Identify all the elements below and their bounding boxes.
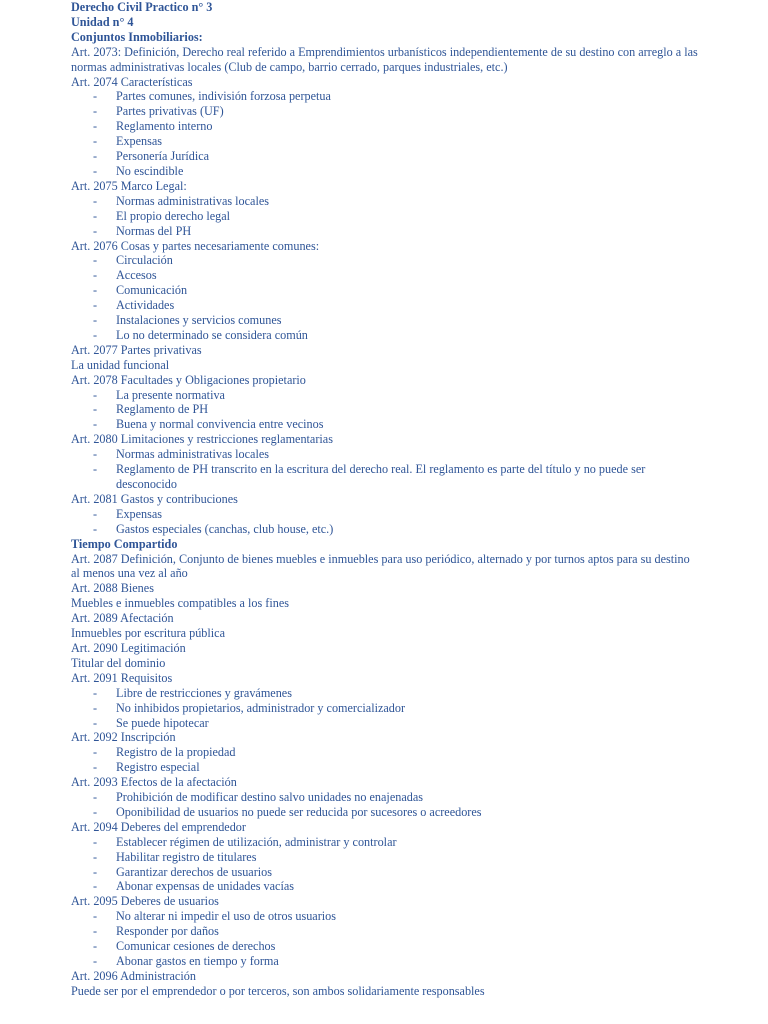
list-item-text: Normas administrativas locales: [116, 447, 269, 462]
list-item: [71, 507, 701, 522]
text-line: Art. 2088 Bienes: [71, 581, 154, 596]
dash-bullet-icon: -: [93, 387, 98, 402]
list-item: [71, 209, 701, 224]
list-item-text: Registro de la propiedad: [116, 745, 236, 760]
section-heading: Tiempo Compartido: [71, 536, 178, 551]
list-item: [71, 745, 701, 760]
dash-bullet-icon: -: [93, 715, 98, 730]
list-item-text: Se puede hipotecar: [116, 715, 209, 730]
list-item: [71, 835, 701, 850]
dash-bullet-icon: -: [93, 760, 98, 775]
list-item-text: Buena y normal convivencia entre vecinos: [116, 417, 324, 432]
list-item: [71, 164, 701, 179]
dash-bullet-icon: -: [93, 924, 98, 939]
list-item: [71, 716, 701, 731]
list-item-text: Comunicar cesiones de derechos: [116, 939, 276, 954]
list-item: [71, 134, 701, 149]
text-line: Puede ser por el emprendedor o por terceros, son ambos solidariamente responsables: [71, 983, 485, 998]
list-item-text: La presente normativa: [116, 387, 225, 402]
section-heading: Derecho Civil Practico n° 3: [71, 0, 213, 14]
list-item-text: Actividades: [116, 298, 175, 313]
list-item-text: Personería Jurídica: [116, 149, 210, 164]
dash-bullet-icon: -: [93, 104, 98, 119]
dash-bullet-icon: -: [93, 939, 98, 954]
list-item: [71, 388, 701, 403]
text-line: Muebles e inmuebles compatibles a los fines: [71, 596, 289, 611]
list-item: [71, 328, 701, 343]
list-item: [71, 104, 701, 119]
text-line: La unidad funcional: [71, 357, 170, 372]
list-item-text: Reglamento interno: [116, 119, 213, 134]
list-item-text: Establecer régimen de utilización, administrar y controlar: [116, 834, 397, 849]
list-item: [71, 954, 701, 969]
list-item: [71, 790, 701, 805]
dash-bullet-icon: -: [93, 327, 98, 342]
list-item: [71, 760, 701, 775]
list-item-text: Registro especial: [116, 760, 200, 775]
dash-bullet-icon: -: [93, 253, 98, 268]
dash-bullet-icon: -: [93, 313, 98, 328]
list-item: [71, 313, 701, 328]
dash-bullet-icon: -: [93, 700, 98, 715]
dash-bullet-icon: -: [93, 745, 98, 760]
list-item-text: Prohibición de modificar destino salvo unidades no enajenadas: [116, 790, 423, 805]
text-line: Art. 2094 Deberes del emprendedor: [71, 819, 246, 834]
dash-bullet-icon: -: [93, 283, 98, 298]
list-item-text: Reglamento de PH: [116, 402, 209, 417]
list-item: [71, 522, 701, 537]
dash-bullet-icon: -: [93, 954, 98, 968]
list-item-text: Normas del PH: [116, 223, 192, 238]
list-item: [71, 253, 701, 268]
section-heading: Unidad n° 4: [71, 14, 134, 29]
list-item-text: Partes privativas (UF): [116, 104, 224, 119]
list-item-text: Abonar gastos en tiempo y forma: [116, 954, 279, 968]
dash-bullet-icon: -: [93, 417, 98, 432]
list-item: [71, 89, 701, 104]
dash-bullet-icon: -: [93, 506, 98, 521]
dash-bullet-icon: -: [93, 790, 98, 805]
dash-bullet-icon: -: [93, 834, 98, 849]
text-line: Titular del dominio: [71, 655, 166, 670]
list-item-text: Abonar expensas de unidades vacías: [116, 879, 295, 894]
list-item-text: Responder por daños: [116, 924, 219, 939]
list-item-text: Circulación: [116, 253, 173, 268]
document-body: [71, 0, 701, 999]
list-item: [71, 402, 701, 417]
list-item-text: No escindible: [116, 163, 184, 178]
list-item: [71, 447, 701, 462]
dash-bullet-icon: -: [93, 163, 98, 178]
list-item: [71, 119, 701, 134]
text-line: Art. 2089 Afectación: [71, 611, 174, 626]
text-line: Art. 2074 Características: [71, 74, 193, 89]
dash-bullet-icon: -: [93, 879, 98, 894]
dash-bullet-icon: -: [93, 89, 98, 104]
list-item: [71, 268, 701, 283]
list-item: [71, 939, 701, 954]
text-line: Art. 2091 Requisitos: [71, 670, 173, 685]
dash-bullet-icon: -: [93, 223, 98, 238]
list-item: [71, 924, 701, 939]
list-item-text: El propio derecho legal: [116, 208, 231, 223]
dash-bullet-icon: -: [93, 804, 98, 819]
dash-bullet-icon: -: [93, 402, 98, 417]
dash-bullet-icon: -: [93, 208, 98, 223]
list-item: [71, 298, 701, 313]
list-item-text: Lo no determinado se considera común: [116, 327, 308, 342]
text-line: Art. 2092 Inscripción: [71, 730, 176, 745]
list-item: [71, 865, 701, 880]
text-line: Art. 2096 Administración: [71, 968, 196, 983]
list-item-text: No alterar ni impedir el uso de otros usuarios: [116, 909, 336, 924]
list-item-text: Garantizar derechos de usuarios: [116, 864, 272, 879]
list-item: [71, 909, 701, 924]
list-item: [71, 224, 701, 239]
list-item-text: Expensas: [116, 134, 163, 149]
list-item: [71, 701, 701, 716]
list-item: [71, 194, 701, 209]
dash-bullet-icon: -: [93, 685, 98, 700]
list-item-text: Gastos especiales (canchas, club house, etc.): [116, 521, 334, 536]
text-line: Art. 2075 Marco Legal:: [71, 178, 187, 193]
text-line: Art. 2081 Gastos y contribuciones: [71, 491, 238, 506]
text-line: Art. 2090 Legitimación: [71, 640, 186, 655]
list-item: [71, 462, 701, 492]
dash-bullet-icon: -: [93, 119, 98, 134]
dash-bullet-icon: -: [93, 864, 98, 879]
list-item-text: Reglamento de PH transcrito en la escritura del derecho real. El reglamento es parte del título y no puede ser desconocido: [116, 462, 646, 491]
list-item-text: Normas administrativas locales: [116, 193, 269, 208]
text-line: Art. 2087 Definición, Conjunto de bienes muebles e inmuebles para uso periódico, alternado y por turnos aptos para su destino al menos una vez al año: [71, 551, 690, 581]
text-line: Inmuebles por escritura pública: [71, 626, 225, 641]
list-item: [71, 417, 701, 432]
text-line: Art. 2076 Cosas y partes necesariamente comunes:: [71, 238, 320, 253]
list-item-text: Comunicación: [116, 283, 188, 298]
list-item: [71, 686, 701, 701]
list-item-text: Libre de restricciones y gravámenes: [116, 685, 292, 700]
list-item: [71, 879, 701, 894]
text-line: Art. 2078 Facultades y Obligaciones propietario: [71, 372, 306, 387]
list-item-text: Expensas: [116, 506, 163, 521]
list-item-text: Oponibilidad de usuarios no puede ser reducida por sucesores o acreedores: [116, 804, 482, 819]
dash-bullet-icon: -: [93, 268, 98, 283]
list-item-text: Instalaciones y servicios comunes: [116, 313, 282, 328]
dash-bullet-icon: -: [93, 193, 98, 208]
list-item-text: Habilitar registro de titulares: [116, 849, 257, 864]
dash-bullet-icon: -: [93, 849, 98, 864]
text-line: Art. 2080 Limitaciones y restricciones reglamentarias: [71, 432, 333, 447]
section-heading: Conjuntos Inmobiliarios:: [71, 29, 203, 44]
list-item: [71, 149, 701, 164]
dash-bullet-icon: -: [93, 462, 98, 477]
list-item: [71, 283, 701, 298]
dash-bullet-icon: -: [93, 134, 98, 149]
dash-bullet-icon: -: [93, 909, 98, 924]
text-line: Art. 2093 Efectos de la afectación: [71, 775, 237, 790]
dash-bullet-icon: -: [93, 521, 98, 536]
dash-bullet-icon: -: [93, 298, 98, 313]
list-item-text: Accesos: [116, 268, 157, 283]
dash-bullet-icon: -: [93, 149, 98, 164]
text-line: Art. 2095 Deberes de usuarios: [71, 894, 219, 909]
list-item: [71, 805, 701, 820]
text-line: Art. 2073: Definición, Derecho real referido a Emprendimientos urbanísticos independientemente de su destino con arreglo a las normas administrativas locales (Club de campo, barrio cerrado, parques industriales, etc.): [71, 44, 698, 74]
list-item: [71, 850, 701, 865]
dash-bullet-icon: -: [93, 447, 98, 462]
list-item-text: Partes comunes, indivisión forzosa perpetua: [116, 89, 331, 104]
text-line: Art. 2077 Partes privativas: [71, 342, 202, 357]
list-item-text: No inhibidos propietarios, administrador y comercializador: [116, 700, 406, 715]
